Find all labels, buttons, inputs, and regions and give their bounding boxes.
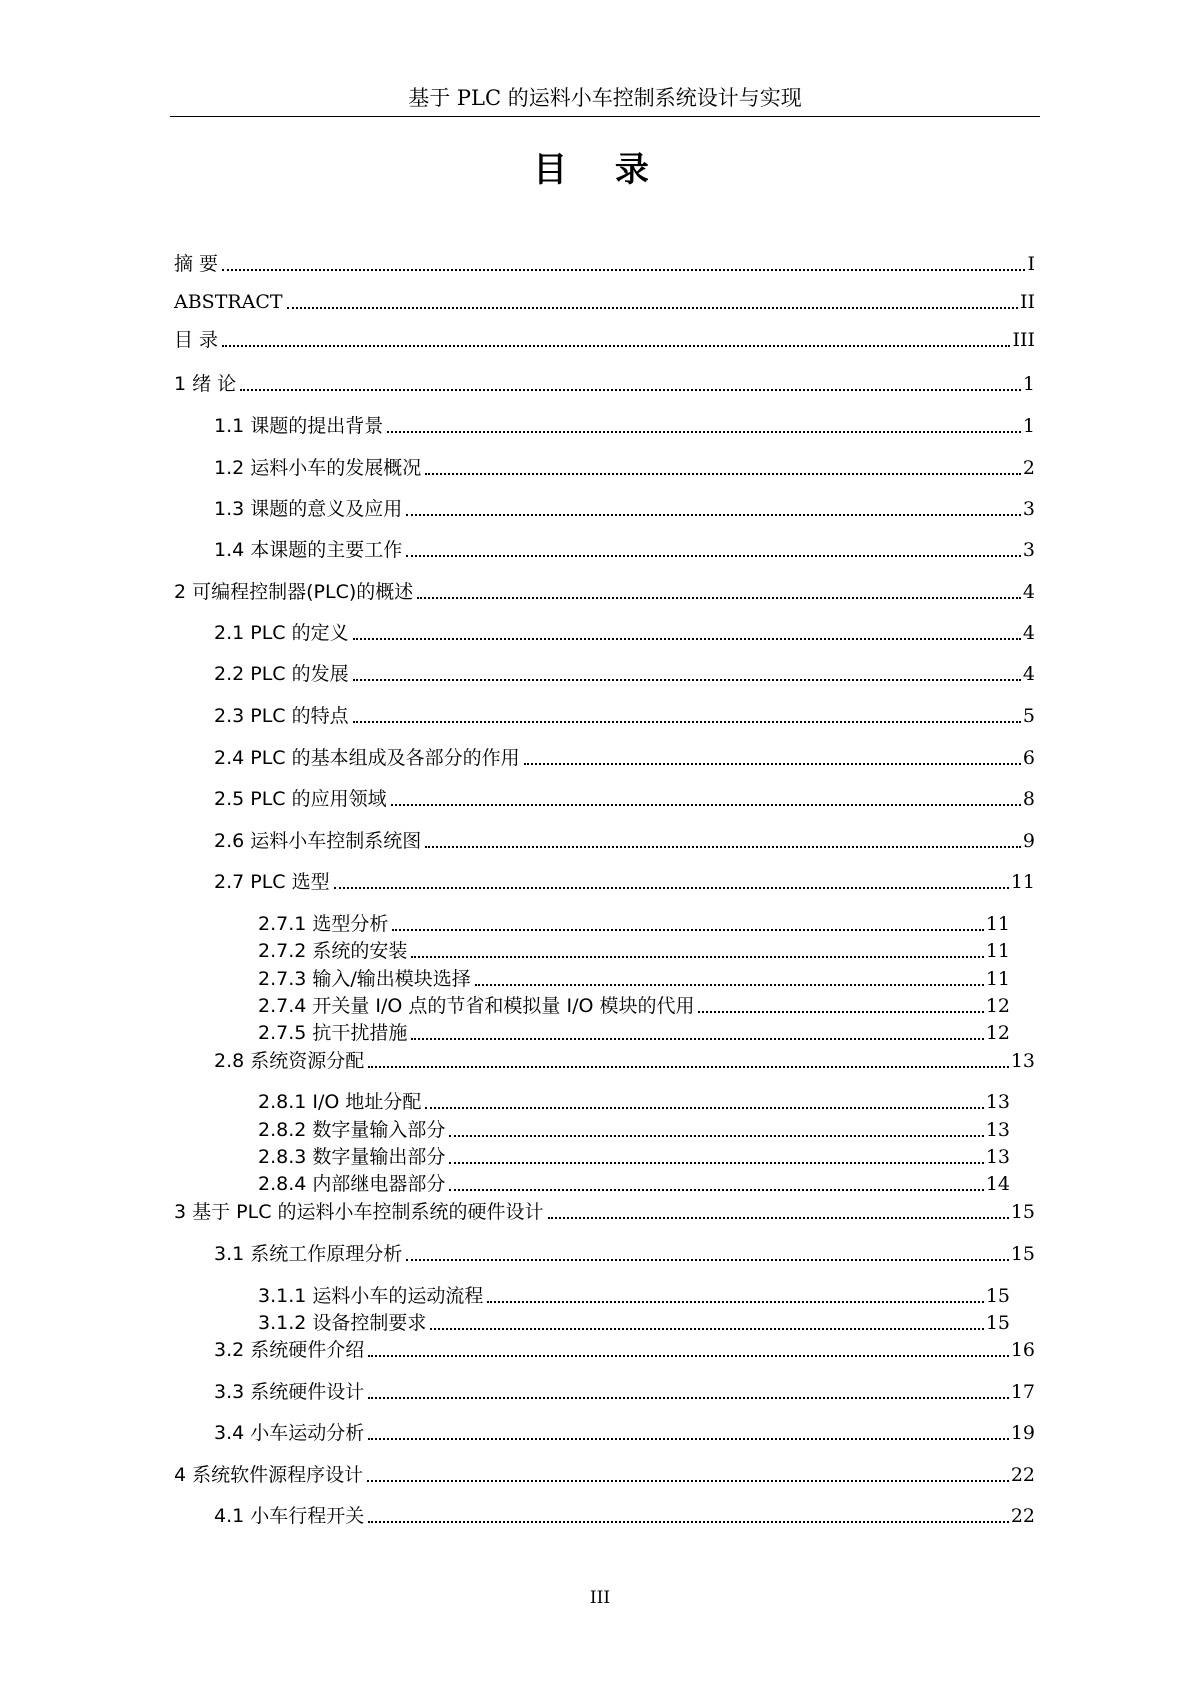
toc-leader-dots — [368, 1438, 1009, 1440]
toc-leader-dots — [222, 269, 1025, 271]
toc-entry[interactable] — [214, 746, 1035, 770]
toc-entry[interactable] — [214, 538, 1035, 562]
toc-entry[interactable] — [174, 1463, 1035, 1487]
toc-entry[interactable] — [258, 1145, 1010, 1169]
toc-entry[interactable] — [214, 1380, 1035, 1404]
toc-leader-dots — [287, 307, 1018, 309]
toc-entry-page: 1 — [1022, 415, 1035, 437]
toc-leader-dots — [368, 1521, 1009, 1523]
toc-entry-label: 1 绪 论 — [174, 373, 237, 395]
toc-entry-label: 3 基于 PLC 的运料小车控制系统的硬件设计 — [174, 1201, 544, 1223]
toc-entry-page: 13 — [985, 1091, 1010, 1113]
toc-entry-page: 13 — [1010, 1050, 1035, 1072]
toc-entry[interactable] — [258, 939, 1010, 963]
toc-leader-dots — [406, 555, 1021, 557]
toc-entry[interactable] — [174, 372, 1035, 396]
toc-entry-label: 2.8.2 数字量输入部分 — [258, 1119, 446, 1141]
toc-entry-label: 1.3 课题的意义及应用 — [214, 498, 403, 520]
toc-entry-page: 13 — [985, 1119, 1010, 1141]
toc-entry-page: 19 — [1010, 1422, 1035, 1444]
toc-entry[interactable] — [258, 912, 1010, 936]
toc-entry[interactable] — [174, 290, 1035, 314]
toc-entry-page: 11 — [985, 968, 1010, 990]
toc-entry-page: 11 — [1010, 871, 1035, 893]
toc-leader-dots — [368, 1355, 1009, 1357]
toc-entry-label: 2 可编程控制器(PLC)的概述 — [174, 581, 414, 603]
toc-entry-page: 4 — [1022, 663, 1035, 685]
toc-entry-page: 12 — [985, 1022, 1010, 1044]
toc-entry-page: 15 — [985, 1285, 1010, 1307]
toc-entry-label: 3.4 小车运动分析 — [214, 1422, 365, 1444]
toc-entry-page: 12 — [985, 995, 1010, 1017]
toc-entry[interactable] — [214, 414, 1035, 438]
toc-entry[interactable] — [214, 456, 1035, 480]
toc-leader-dots — [406, 514, 1021, 516]
toc-entry-page: 15 — [1010, 1201, 1035, 1223]
toc-entry-label: 2.6 运料小车控制系统图 — [214, 830, 422, 852]
toc-leader-dots — [475, 984, 984, 986]
toc-leader-dots — [487, 1301, 983, 1303]
toc-leader-dots — [449, 1135, 983, 1137]
toc-leader-dots — [425, 473, 1021, 475]
toc-entry-page: II — [1019, 291, 1035, 313]
toc-entry[interactable] — [258, 994, 1010, 1018]
toc-entry[interactable] — [214, 1242, 1035, 1266]
toc-entry-label: 摘 要 — [174, 253, 219, 275]
toc-entry[interactable] — [214, 1338, 1035, 1362]
toc-leader-dots — [334, 887, 1009, 889]
running-header: 基于 PLC 的运料小车控制系统设计与实现 — [408, 86, 802, 110]
toc-entry-page: 4 — [1022, 622, 1035, 644]
toc-entry-page: 6 — [1022, 747, 1035, 769]
toc-leader-dots — [392, 929, 983, 931]
toc-leader-dots — [353, 721, 1021, 723]
toc-leader-dots — [411, 956, 983, 958]
toc-entry-label: 2.5 PLC 的应用领域 — [214, 788, 387, 810]
toc-entry[interactable] — [214, 621, 1035, 645]
toc-entry-label: 2.7.3 输入/输出模块选择 — [258, 968, 471, 990]
toc-entry-label: 2.8.3 数字量输出部分 — [258, 1146, 446, 1168]
toc-entry[interactable] — [258, 1090, 1010, 1114]
toc-entry-page: 15 — [1010, 1243, 1035, 1265]
toc-entry[interactable] — [174, 580, 1035, 604]
toc-leader-dots — [449, 1162, 983, 1164]
toc-entry-page: 22 — [1010, 1505, 1035, 1527]
toc-entry[interactable] — [214, 1421, 1035, 1445]
toc-entry-page: I — [1027, 253, 1035, 275]
toc-entry-page: 17 — [1010, 1381, 1035, 1403]
toc-leader-dots — [425, 1107, 983, 1109]
page-title: 目 录 — [533, 150, 667, 190]
toc-entry-label: 2.1 PLC 的定义 — [214, 622, 349, 644]
toc-leader-dots — [240, 389, 1021, 391]
toc-entry-label: 2.7.1 选型分析 — [258, 913, 389, 935]
toc-entry[interactable] — [258, 1284, 1010, 1308]
toc-entry-label: 2.7 PLC 选型 — [214, 871, 330, 893]
toc-entry[interactable] — [258, 1172, 1010, 1196]
toc-entry-label: 3.3 系统硬件设计 — [214, 1381, 365, 1403]
toc-entry-page: 3 — [1022, 539, 1035, 561]
toc-entry-page: 5 — [1022, 705, 1035, 727]
toc-entry[interactable] — [258, 1118, 1010, 1142]
toc-leader-dots — [411, 1038, 983, 1040]
page-number: III — [589, 1588, 611, 1608]
toc-entry[interactable] — [214, 1049, 1035, 1073]
toc-entry[interactable] — [174, 1200, 1035, 1224]
toc-leader-dots — [524, 763, 1021, 765]
toc-entry-label: 4 系统软件源程序设计 — [174, 1464, 364, 1486]
header-rule — [170, 116, 1040, 117]
toc-entry-page: 4 — [1022, 581, 1035, 603]
toc-entry[interactable] — [214, 1504, 1035, 1528]
toc-entry-page: 9 — [1022, 830, 1035, 852]
toc-entry-label: 2.7.4 开关量 I/O 点的节省和模拟量 I/O 模块的代用 — [258, 995, 695, 1017]
toc-entry-page: 3 — [1022, 498, 1035, 520]
toc-leader-dots — [417, 597, 1021, 599]
toc-entry-label: 2.8.1 I/O 地址分配 — [258, 1091, 422, 1113]
toc-entry-page: 2 — [1022, 457, 1035, 479]
toc-leader-dots — [548, 1217, 1009, 1219]
toc-leader-dots — [387, 431, 1021, 433]
toc-entry-page: 14 — [985, 1173, 1010, 1195]
toc-entry[interactable] — [214, 870, 1035, 894]
toc-entry-page: 11 — [985, 913, 1010, 935]
toc-entry-page: 13 — [985, 1146, 1010, 1168]
toc-entry-page: 16 — [1010, 1339, 1035, 1361]
toc-entry-label: 3.2 系统硬件介绍 — [214, 1339, 365, 1361]
toc-entry-label: 3.1.2 设备控制要求 — [258, 1312, 427, 1334]
toc-entry-label: 1.4 本课题的主要工作 — [214, 539, 403, 561]
toc-entry-label: 目 录 — [174, 329, 219, 351]
toc-entry-label: 1.2 运料小车的发展概况 — [214, 457, 422, 479]
toc-leader-dots — [367, 1480, 1009, 1482]
toc-entry[interactable] — [214, 829, 1035, 853]
toc-entry-label: 2.7.2 系统的安装 — [258, 940, 408, 962]
toc-leader-dots — [222, 345, 1010, 347]
toc-entry[interactable] — [258, 1021, 1010, 1045]
toc-entry[interactable] — [174, 328, 1035, 352]
toc-leader-dots — [353, 679, 1021, 681]
toc-entry[interactable] — [174, 252, 1035, 276]
toc-entry-label: 1.1 课题的提出背景 — [214, 415, 384, 437]
toc-entry-label: 2.8 系统资源分配 — [214, 1050, 365, 1072]
toc-leader-dots — [425, 846, 1021, 848]
toc-entry-label: 3.1 系统工作原理分析 — [214, 1243, 403, 1265]
toc-entry-page: 8 — [1022, 788, 1035, 810]
toc-leader-dots — [368, 1397, 1009, 1399]
toc-entry-label: 4.1 小车行程开关 — [214, 1505, 365, 1527]
toc-entry-label: 2.4 PLC 的基本组成及各部分的作用 — [214, 747, 520, 769]
toc-entry-page: 11 — [985, 940, 1010, 962]
toc-entry[interactable] — [214, 704, 1035, 728]
toc-entry-label: 2.2 PLC 的发展 — [214, 663, 349, 685]
toc-leader-dots — [406, 1259, 1009, 1261]
toc-entry-label: 2.7.5 抗干扰措施 — [258, 1022, 408, 1044]
toc-entry-page: III — [1012, 329, 1035, 351]
toc-leader-dots — [353, 638, 1021, 640]
toc-leader-dots — [449, 1189, 983, 1191]
toc-entry[interactable] — [214, 662, 1035, 686]
toc-entry-label: 3.1.1 运料小车的运动流程 — [258, 1285, 484, 1307]
toc-entry-label: 2.8.4 内部继电器部分 — [258, 1173, 446, 1195]
toc-leader-dots — [430, 1328, 983, 1330]
toc-leader-dots — [391, 804, 1021, 806]
toc-entry[interactable] — [258, 967, 1010, 991]
toc-entry-page: 22 — [1010, 1464, 1035, 1486]
toc-entry-label: 2.3 PLC 的特点 — [214, 705, 349, 727]
toc-leader-dots — [698, 1011, 983, 1013]
toc-leader-dots — [368, 1066, 1009, 1068]
toc-entry[interactable] — [214, 497, 1035, 521]
toc-entry[interactable] — [214, 787, 1035, 811]
toc-entry-label: ABSTRACT — [174, 291, 283, 313]
toc-entry[interactable] — [258, 1311, 1010, 1335]
toc-entry-page: 1 — [1022, 373, 1035, 395]
toc-entry-page: 15 — [985, 1312, 1010, 1334]
